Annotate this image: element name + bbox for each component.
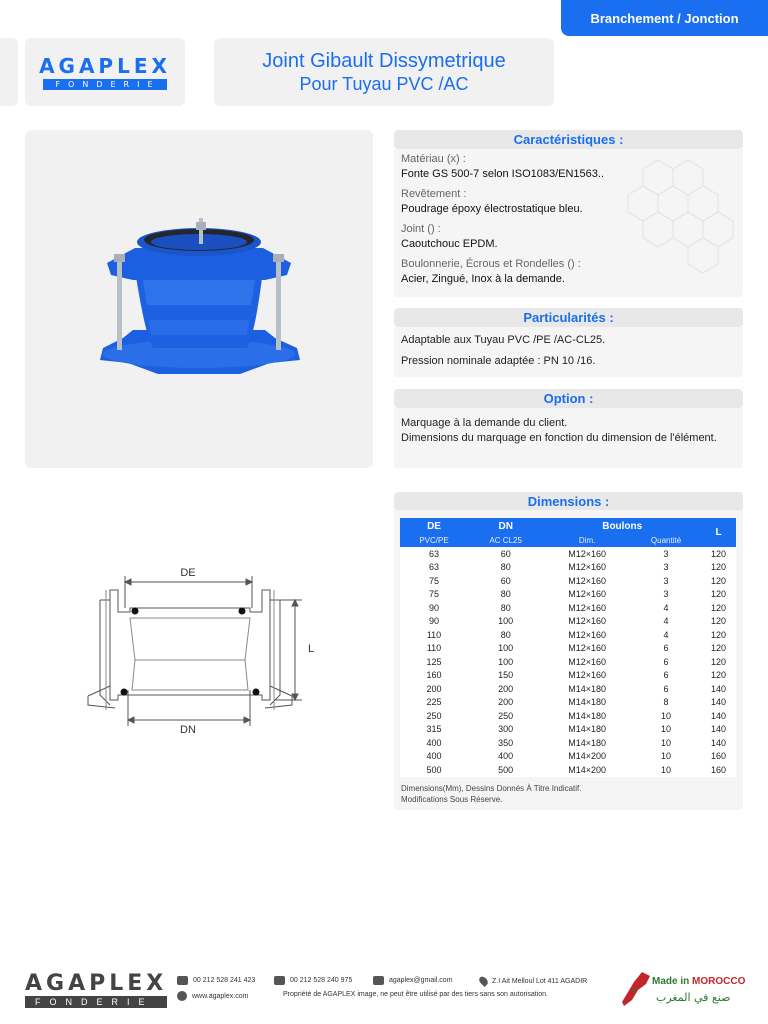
table-cell: 100 [468,615,543,629]
table-cell: 200 [400,682,468,696]
table-cell: M12×160 [543,642,631,656]
location-pin-icon [477,975,489,987]
table-cell: 100 [468,642,543,656]
table-cell: M14×180 [543,736,631,750]
product-photo [25,130,373,468]
footer-email[interactable] [373,976,453,985]
dimensions-table [400,518,736,777]
fax-icon [274,976,285,985]
table-cell: 120 [701,655,736,669]
table-cell: 225 [400,696,468,710]
coating-label: Revêtement : [401,188,467,200]
table-cell: 80 [468,628,543,642]
table-cell: 120 [701,601,736,615]
table-cell: M14×200 [543,750,631,764]
col-l: L [701,518,736,547]
table-cell: 315 [400,723,468,737]
table-cell: 500 [400,763,468,777]
col-de: DE [400,518,468,534]
table-row [400,615,736,629]
table-cell: 140 [701,709,736,723]
table-cell: M14×180 [543,696,631,710]
logo-sub: FONDERIE [43,79,166,90]
table-cell: 60 [468,574,543,588]
address-text: Z.I Ait Melloul Lot 411 AGADIR [492,977,588,985]
website-text: www.agaplex.com [192,992,249,1000]
table-row [400,642,736,656]
subcol-dim: Dim. [543,534,631,547]
table-cell: 500 [468,763,543,777]
dimensions-body [394,510,743,810]
table-cell: M12×160 [543,669,631,683]
table-cell: 160 [701,750,736,764]
phone-text: 00 212 528 241 423 [193,977,256,984]
table-cell: 120 [701,628,736,642]
table-cell: 10 [631,709,701,723]
table-cell: 200 [468,696,543,710]
table-cell: 3 [631,561,701,575]
category-label: Branchement / Jonction [590,10,739,26]
notice-text: Propriété de AGAPLEX image, ne peut être utilisé par des tiers sans son autorisation. [283,991,548,998]
table-row [400,669,736,683]
table-cell: 90 [400,601,468,615]
footer-logo-word: AGAPLEX [25,971,168,996]
table-row [400,696,736,710]
material-label: Matériau (x) : [401,153,466,165]
subcol-dn: AC CL25 [468,534,543,547]
footer-fax[interactable] [274,976,352,985]
table-cell: M14×180 [543,709,631,723]
title-box [214,38,554,106]
drawing-label-dn: DN [180,724,196,736]
made-in-text [652,976,745,987]
globe-icon [177,991,187,1001]
option-body [394,408,743,468]
table-cell: 400 [400,750,468,764]
table-cell: 3 [631,588,701,602]
footer-address [480,976,587,986]
table-cell: 4 [631,601,701,615]
table-cell: 10 [631,723,701,737]
footer-phone[interactable] [177,976,255,985]
table-cell: 250 [468,709,543,723]
table-cell: 3 [631,547,701,561]
made-in-morocco-badge [620,970,750,1010]
table-cell: 80 [468,561,543,575]
table-cell: 120 [701,561,736,575]
coating-value: Poudrage époxy électrostatique bleu. [401,203,583,215]
agaplex-logo [39,54,171,90]
table-cell: 6 [631,682,701,696]
particularities-heading-text: Particularités : [523,310,614,325]
particularities-heading [394,308,743,327]
footer-website[interactable] [177,991,248,1001]
email-text: agaplex@gmail.com [389,977,453,984]
table-cell: 120 [701,574,736,588]
table-cell: 10 [631,763,701,777]
table-cell: 125 [400,655,468,669]
table-cell: 4 [631,628,701,642]
table-cell: M12×160 [543,574,631,588]
logo-box [25,38,185,106]
page-subtitle: Pour Tuyau PVC /AC [299,73,469,94]
email-icon [373,976,384,985]
table-cell: 4 [631,615,701,629]
subcol-qty: Quantité [631,534,701,547]
table-row [400,655,736,669]
category-tab[interactable] [561,0,768,36]
phone-icon [177,976,188,985]
note-line-2: Modifications Sous Réserve. [401,795,503,804]
morocco-map-icon [620,970,652,1008]
footer-logo-sub: FONDERIE [25,996,167,1008]
fax-text: 00 212 528 240 975 [290,977,353,984]
table-cell: M12×160 [543,561,631,575]
table-cell: 90 [400,615,468,629]
table-cell: M12×160 [543,628,631,642]
bolts-value: Acier, Zingué, Inox à la demande. [401,273,565,285]
table-row [400,723,736,737]
table-row [400,736,736,750]
characteristics-heading [394,130,743,149]
table-cell: 75 [400,588,468,602]
table-cell: 80 [468,601,543,615]
table-cell: 3 [631,574,701,588]
table-row [400,601,736,615]
table-cell: 63 [400,561,468,575]
left-stub [0,38,18,106]
made-in-arabic: صنع في المغرب [656,991,731,1004]
table-cell: 63 [400,547,468,561]
option-heading-text: Option : [543,391,594,406]
joint-label: Joint () : [401,223,441,235]
table-cell: 120 [701,669,736,683]
footer [0,968,768,1024]
table-cell: M14×200 [543,763,631,777]
page-title: Joint Gibault Dissymetrique [262,49,506,72]
option-line-1: Marquage à la demande du client. [401,417,568,429]
table-cell: 150 [468,669,543,683]
table-row [400,547,736,561]
table-cell: 110 [400,628,468,642]
hexagon-pattern-icon [603,149,743,297]
table-row [400,561,736,575]
table-row [400,709,736,723]
table-cell: 120 [701,615,736,629]
option-heading [394,389,743,408]
table-cell: 160 [400,669,468,683]
dimensions-heading-text: Dimensions : [527,494,610,509]
bolts-label: Boulonnerie, Écrous et Rondelles () : [401,258,581,270]
particularity-line-1: Adaptable aux Tuyau PVC /PE /AC-CL25. [401,334,606,346]
table-cell: 300 [468,723,543,737]
col-dn: DN [468,518,543,534]
table-cell: 6 [631,655,701,669]
made-in-prefix: Made in [652,976,690,987]
table-cell: M12×160 [543,601,631,615]
table-cell: M12×160 [543,615,631,629]
table-cell: 400 [468,750,543,764]
drawing-label-l: L [308,643,315,655]
col-boulons: Boulons [543,518,701,534]
table-cell: M12×160 [543,547,631,561]
table-cell: 10 [631,736,701,750]
note-line-1: Dimensions(Mm), Dessins Donnés À Titre Indicatif. [401,784,582,793]
table-cell: M14×180 [543,682,631,696]
table-cell: 10 [631,750,701,764]
table-cell: 140 [701,723,736,737]
table-cell: 80 [468,588,543,602]
footer-logo [25,971,167,1008]
table-row [400,628,736,642]
table-cell: M14×180 [543,723,631,737]
table-cell: 120 [701,642,736,656]
table-cell: 140 [701,696,736,710]
table-cell: 350 [468,736,543,750]
logo-word: AGAPLEX [39,54,171,78]
characteristics-body [394,149,743,297]
table-cell: 110 [400,642,468,656]
made-in-country: MOROCCO [692,976,746,987]
particularity-line-2: Pression nominale adaptée : PN 10 /16. [401,355,596,367]
technical-drawing [80,560,320,740]
product-image [25,130,373,468]
table-cell: 6 [631,642,701,656]
material-value: Fonte GS 500-7 selon ISO1083/EN1563.. [401,168,605,180]
drawing-label-de: DE [180,567,196,579]
table-cell: M12×160 [543,588,631,602]
table-cell: 120 [701,588,736,602]
footer-notice [283,991,548,998]
table-row [400,763,736,777]
particularities-body [394,327,743,377]
table-cell: 250 [400,709,468,723]
table-cell: 6 [631,669,701,683]
dimensions-note [401,783,582,805]
table-cell: 400 [400,736,468,750]
table-cell: 140 [701,736,736,750]
table-row [400,574,736,588]
table-cell: 60 [468,547,543,561]
dimensions-rows [400,547,736,777]
dimensions-heading [394,492,743,511]
table-cell: 120 [701,547,736,561]
subcol-de: PVC/PE [400,534,468,547]
table-cell: 8 [631,696,701,710]
table-row [400,682,736,696]
table-cell: 140 [701,682,736,696]
characteristics-heading-text: Caractéristiques : [513,132,624,147]
table-row [400,750,736,764]
option-line-2: Dimensions du marquage en fonction du dimension de l'élément. [401,432,717,444]
table-cell: M12×160 [543,655,631,669]
joint-value: Caoutchouc EPDM. [401,238,498,250]
table-cell: 75 [400,574,468,588]
table-cell: 100 [468,655,543,669]
table-row [400,588,736,602]
table-cell: 200 [468,682,543,696]
table-cell: 160 [701,763,736,777]
